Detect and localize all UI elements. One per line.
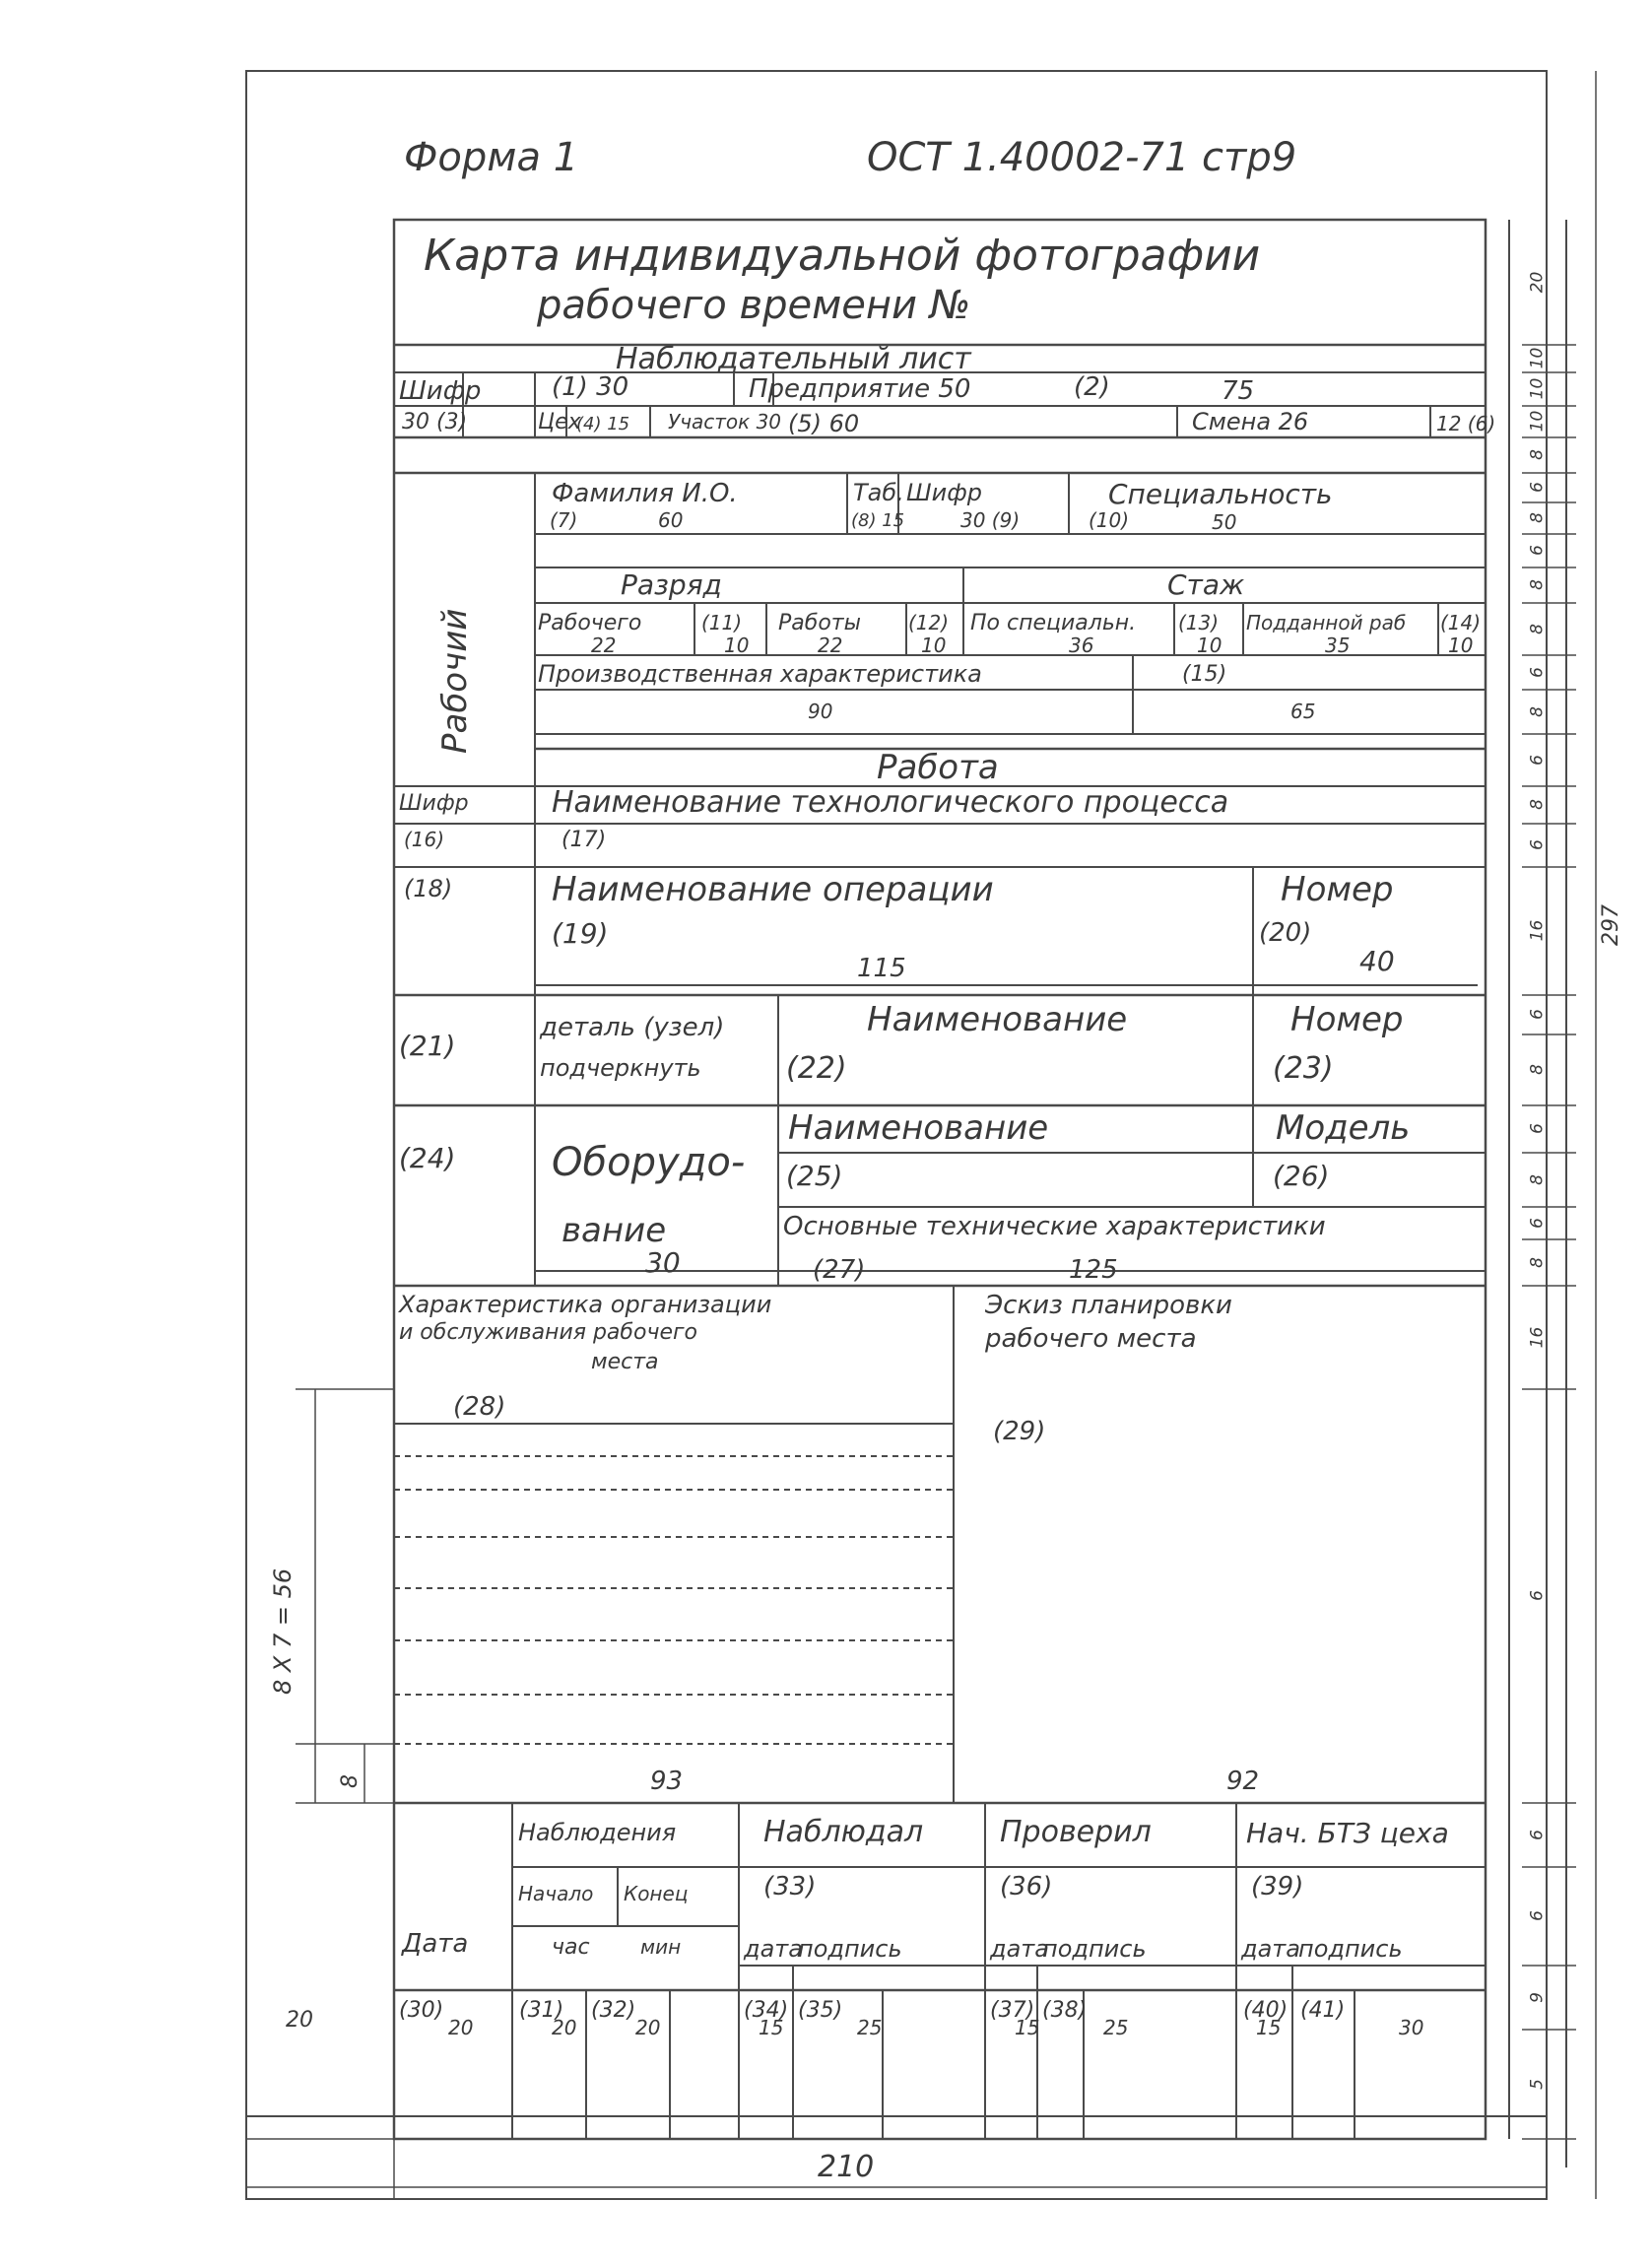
right-dim-value: 16 [1527, 919, 1548, 942]
field-15: (15) [1182, 662, 1227, 687]
field-10: (10) [1089, 508, 1130, 532]
standard-ref: ОСТ 1.40002-71 стр9 [867, 135, 1297, 180]
v20a: 20 [448, 2016, 474, 2039]
field-2-width: 75 [1222, 376, 1255, 406]
right-dim-value: 10 [1527, 347, 1548, 369]
equipment-w125: 125 [1069, 1255, 1118, 1285]
w65: 65 [1290, 700, 1316, 723]
right-dim-value: 10 [1527, 377, 1548, 400]
field-19: (19) [552, 917, 609, 950]
shop-label: Цех [538, 410, 581, 434]
operation-name: Наименование операции [552, 870, 994, 909]
right-dim-value: 8 [1527, 705, 1548, 717]
right-dim-value: 5 [1527, 2078, 1548, 2090]
right-dim-value: 6 [1527, 1123, 1548, 1134]
field-22: (22) [786, 1051, 847, 1086]
right-dim-value: 8 [1527, 1173, 1548, 1185]
field-41: (41) [1300, 1998, 1346, 2023]
right-dim-value: 8 [1527, 1064, 1548, 1075]
worker-cipher-header: Шифр [906, 479, 983, 506]
sheet-name: Наблюдательный лист [616, 342, 971, 376]
section-label: Участок 30 [668, 410, 782, 434]
right-dim-value: 8 [1527, 1256, 1548, 1268]
field-10-width: 50 [1212, 510, 1237, 534]
v20b: 20 [552, 2016, 577, 2039]
right-dim-value: 8 [1527, 512, 1548, 523]
field-33: (33) [763, 1872, 817, 1901]
right-dim-value: 6 [1527, 1009, 1548, 1020]
footer-date-39: дата [1241, 1935, 1300, 1963]
field-7-width: 60 [658, 508, 684, 532]
v15b: 15 [1015, 2016, 1040, 2039]
field-6: 12 (6) [1436, 412, 1496, 435]
v15a: 15 [759, 2016, 784, 2039]
field-37: (37) [990, 1998, 1035, 2023]
dim-row-height: 8 [338, 1774, 363, 1788]
field-25: (25) [786, 1160, 843, 1192]
field-2: (2) [1074, 372, 1110, 402]
field-1: (1) 30 [552, 372, 629, 402]
field-29: (29) [993, 1417, 1046, 1446]
field-16: (16) [404, 828, 445, 851]
right-dim-value: 8 [1527, 579, 1548, 590]
field-28: (28) [453, 1392, 506, 1422]
experience-year: Подданной раб [1246, 611, 1407, 634]
sketch-line1: Эскиз планировки [985, 1291, 1232, 1320]
part-number: Номер [1290, 1000, 1404, 1039]
form-label: Форма 1 [404, 135, 579, 180]
footer-observed: Наблюдал [763, 1815, 924, 1849]
v20c: 20 [635, 2016, 661, 2039]
field-39: (39) [1251, 1872, 1304, 1901]
name-header: Фамилия И.О. [552, 479, 738, 508]
field-20: (20) [1259, 918, 1312, 948]
v25b: 25 [1103, 2016, 1129, 2039]
footer-hour: час [552, 1935, 590, 1960]
equipment-name: Наименование [788, 1108, 1049, 1148]
right-dim-value: 10 [1527, 410, 1548, 433]
card-title-line2: рабочего времени № [537, 283, 971, 328]
right-dim-value: 6 [1527, 545, 1548, 556]
w10c: 10 [1197, 634, 1222, 657]
right-dim-value: 6 [1527, 839, 1548, 850]
w10a: 10 [724, 634, 750, 657]
speciality-header: Специальность [1108, 478, 1333, 510]
footer-date-33: дата [744, 1935, 803, 1963]
right-dim-value: 16 [1527, 1326, 1548, 1348]
right-dim-value: 6 [1527, 754, 1548, 766]
right-dim-value: 6 [1527, 1217, 1548, 1229]
right-dim-value: 6 [1527, 666, 1548, 678]
dim-rows-formula: 8 X 7 = 56 [269, 1568, 297, 1695]
field-34: (34) [744, 1998, 789, 2023]
field-4: (4) 15 [576, 414, 630, 434]
footer-end: Конец [624, 1882, 689, 1905]
production-characteristic: Производственная характеристика [538, 660, 982, 688]
tech-characteristics: Основные технические характеристики [783, 1212, 1326, 1241]
right-dim-value: 8 [1527, 449, 1548, 460]
right-dim-value: 6 [1527, 482, 1548, 493]
enterprise-label: Предприятие 50 [749, 374, 971, 404]
experience-header: Стаж [1167, 568, 1245, 601]
w35: 35 [1325, 634, 1351, 657]
dim-page-width: 210 [818, 2150, 875, 2184]
right-dim-value: 8 [1527, 623, 1548, 634]
v15c: 15 [1256, 2016, 1282, 2039]
part-label-1: деталь (узел) [540, 1013, 725, 1042]
work-header: Работа [877, 748, 999, 787]
w115: 115 [857, 954, 906, 983]
v30: 30 [1399, 2016, 1424, 2039]
field-36: (36) [1000, 1872, 1053, 1901]
worker-side-label: Рабочий [435, 608, 475, 754]
operation-number: Номер [1281, 870, 1394, 909]
field-13: (13) [1178, 611, 1220, 634]
cipher-label: Шифр [399, 376, 482, 406]
right-dim-value: 8 [1527, 799, 1548, 810]
w90: 90 [808, 700, 833, 723]
sketch-line2: рабочего места [985, 1324, 1197, 1354]
equipment-model: Модель [1276, 1108, 1411, 1148]
w22a: 22 [591, 634, 617, 657]
w22b: 22 [818, 634, 843, 657]
w40: 40 [1359, 945, 1395, 977]
field-35: (35) [798, 1998, 843, 2023]
equipment-label-1: Оборудо- [552, 1140, 746, 1185]
footer-date: Дата [402, 1929, 469, 1959]
part-label-2: подчеркнуть [540, 1054, 701, 1082]
w10b: 10 [921, 634, 947, 657]
field-40: (40) [1243, 1998, 1289, 2023]
org-line1: Характеристика организации [399, 1291, 772, 1318]
field-18: (18) [404, 875, 453, 902]
field-32: (32) [591, 1998, 636, 2023]
right-dim-value: 6 [1527, 1829, 1548, 1840]
dim-left-margin: 20 [286, 2008, 313, 2033]
field-31: (31) [519, 1998, 564, 2023]
w36: 36 [1069, 634, 1094, 657]
equipment-label-2: вание [562, 1211, 667, 1250]
footer-observations: Наблюдения [518, 1819, 677, 1846]
footer-sign-39: подпись [1298, 1935, 1403, 1963]
right-dim-value: 20 [1527, 271, 1548, 293]
grade-header: Разряд [621, 568, 722, 601]
field-11: (11) [701, 611, 743, 634]
field-7: (7) [550, 508, 578, 532]
dim-page-height: 297 [1599, 904, 1623, 946]
field-30: (30) [399, 1998, 444, 2023]
shift-label: Смена 26 [1192, 408, 1309, 435]
right-dim-value: 9 [1527, 1991, 1548, 2003]
right-dim-value: 6 [1527, 1590, 1548, 1601]
footer-date-36: дата [990, 1935, 1049, 1963]
field-23: (23) [1273, 1051, 1334, 1086]
org-w93: 93 [650, 1767, 684, 1796]
experience-speciality: По специальн. [970, 611, 1137, 635]
footer-min: мин [640, 1935, 682, 1959]
org-line2: и обслуживания рабочего [399, 1320, 697, 1345]
grade-work: Работы [778, 611, 861, 635]
field-8: (8) 15 [851, 510, 905, 531]
field-17: (17) [562, 828, 607, 852]
grade-worker: Рабочего [538, 611, 642, 635]
field-12: (12) [908, 611, 950, 634]
footer-sign-36: подпись [1042, 1935, 1147, 1963]
w10d: 10 [1448, 634, 1474, 657]
field-14: (14) [1440, 611, 1482, 634]
tab-header: Таб. [853, 479, 904, 506]
v25a: 25 [857, 2016, 883, 2039]
org-line3: места [591, 1350, 659, 1374]
field-5: (5) 60 [788, 410, 860, 437]
field-26: (26) [1273, 1160, 1330, 1192]
footer-sign-33: подпись [798, 1935, 902, 1963]
footer-start: Начало [518, 1882, 594, 1905]
right-dim-value: 6 [1527, 1910, 1548, 1921]
field-21: (21) [399, 1030, 456, 1062]
footer-chief: Нач. БТЗ цеха [1246, 1817, 1449, 1849]
field-27: (27) [813, 1255, 866, 1285]
work-cipher: Шифр [399, 791, 469, 816]
field-9: 30 (9) [960, 508, 1021, 532]
card-title-line1: Карта индивидуальной фотографии [424, 231, 1261, 281]
equipment-w30: 30 [645, 1246, 681, 1279]
footer-checked: Проверил [1000, 1815, 1152, 1849]
part-name: Наименование [867, 1000, 1128, 1039]
sketch-w92: 92 [1226, 1767, 1260, 1796]
field-3: 30 (3) [402, 410, 468, 434]
field-24: (24) [399, 1142, 456, 1174]
process-name: Наименование технологического процесса [552, 785, 1229, 820]
field-38: (38) [1042, 1998, 1088, 2023]
